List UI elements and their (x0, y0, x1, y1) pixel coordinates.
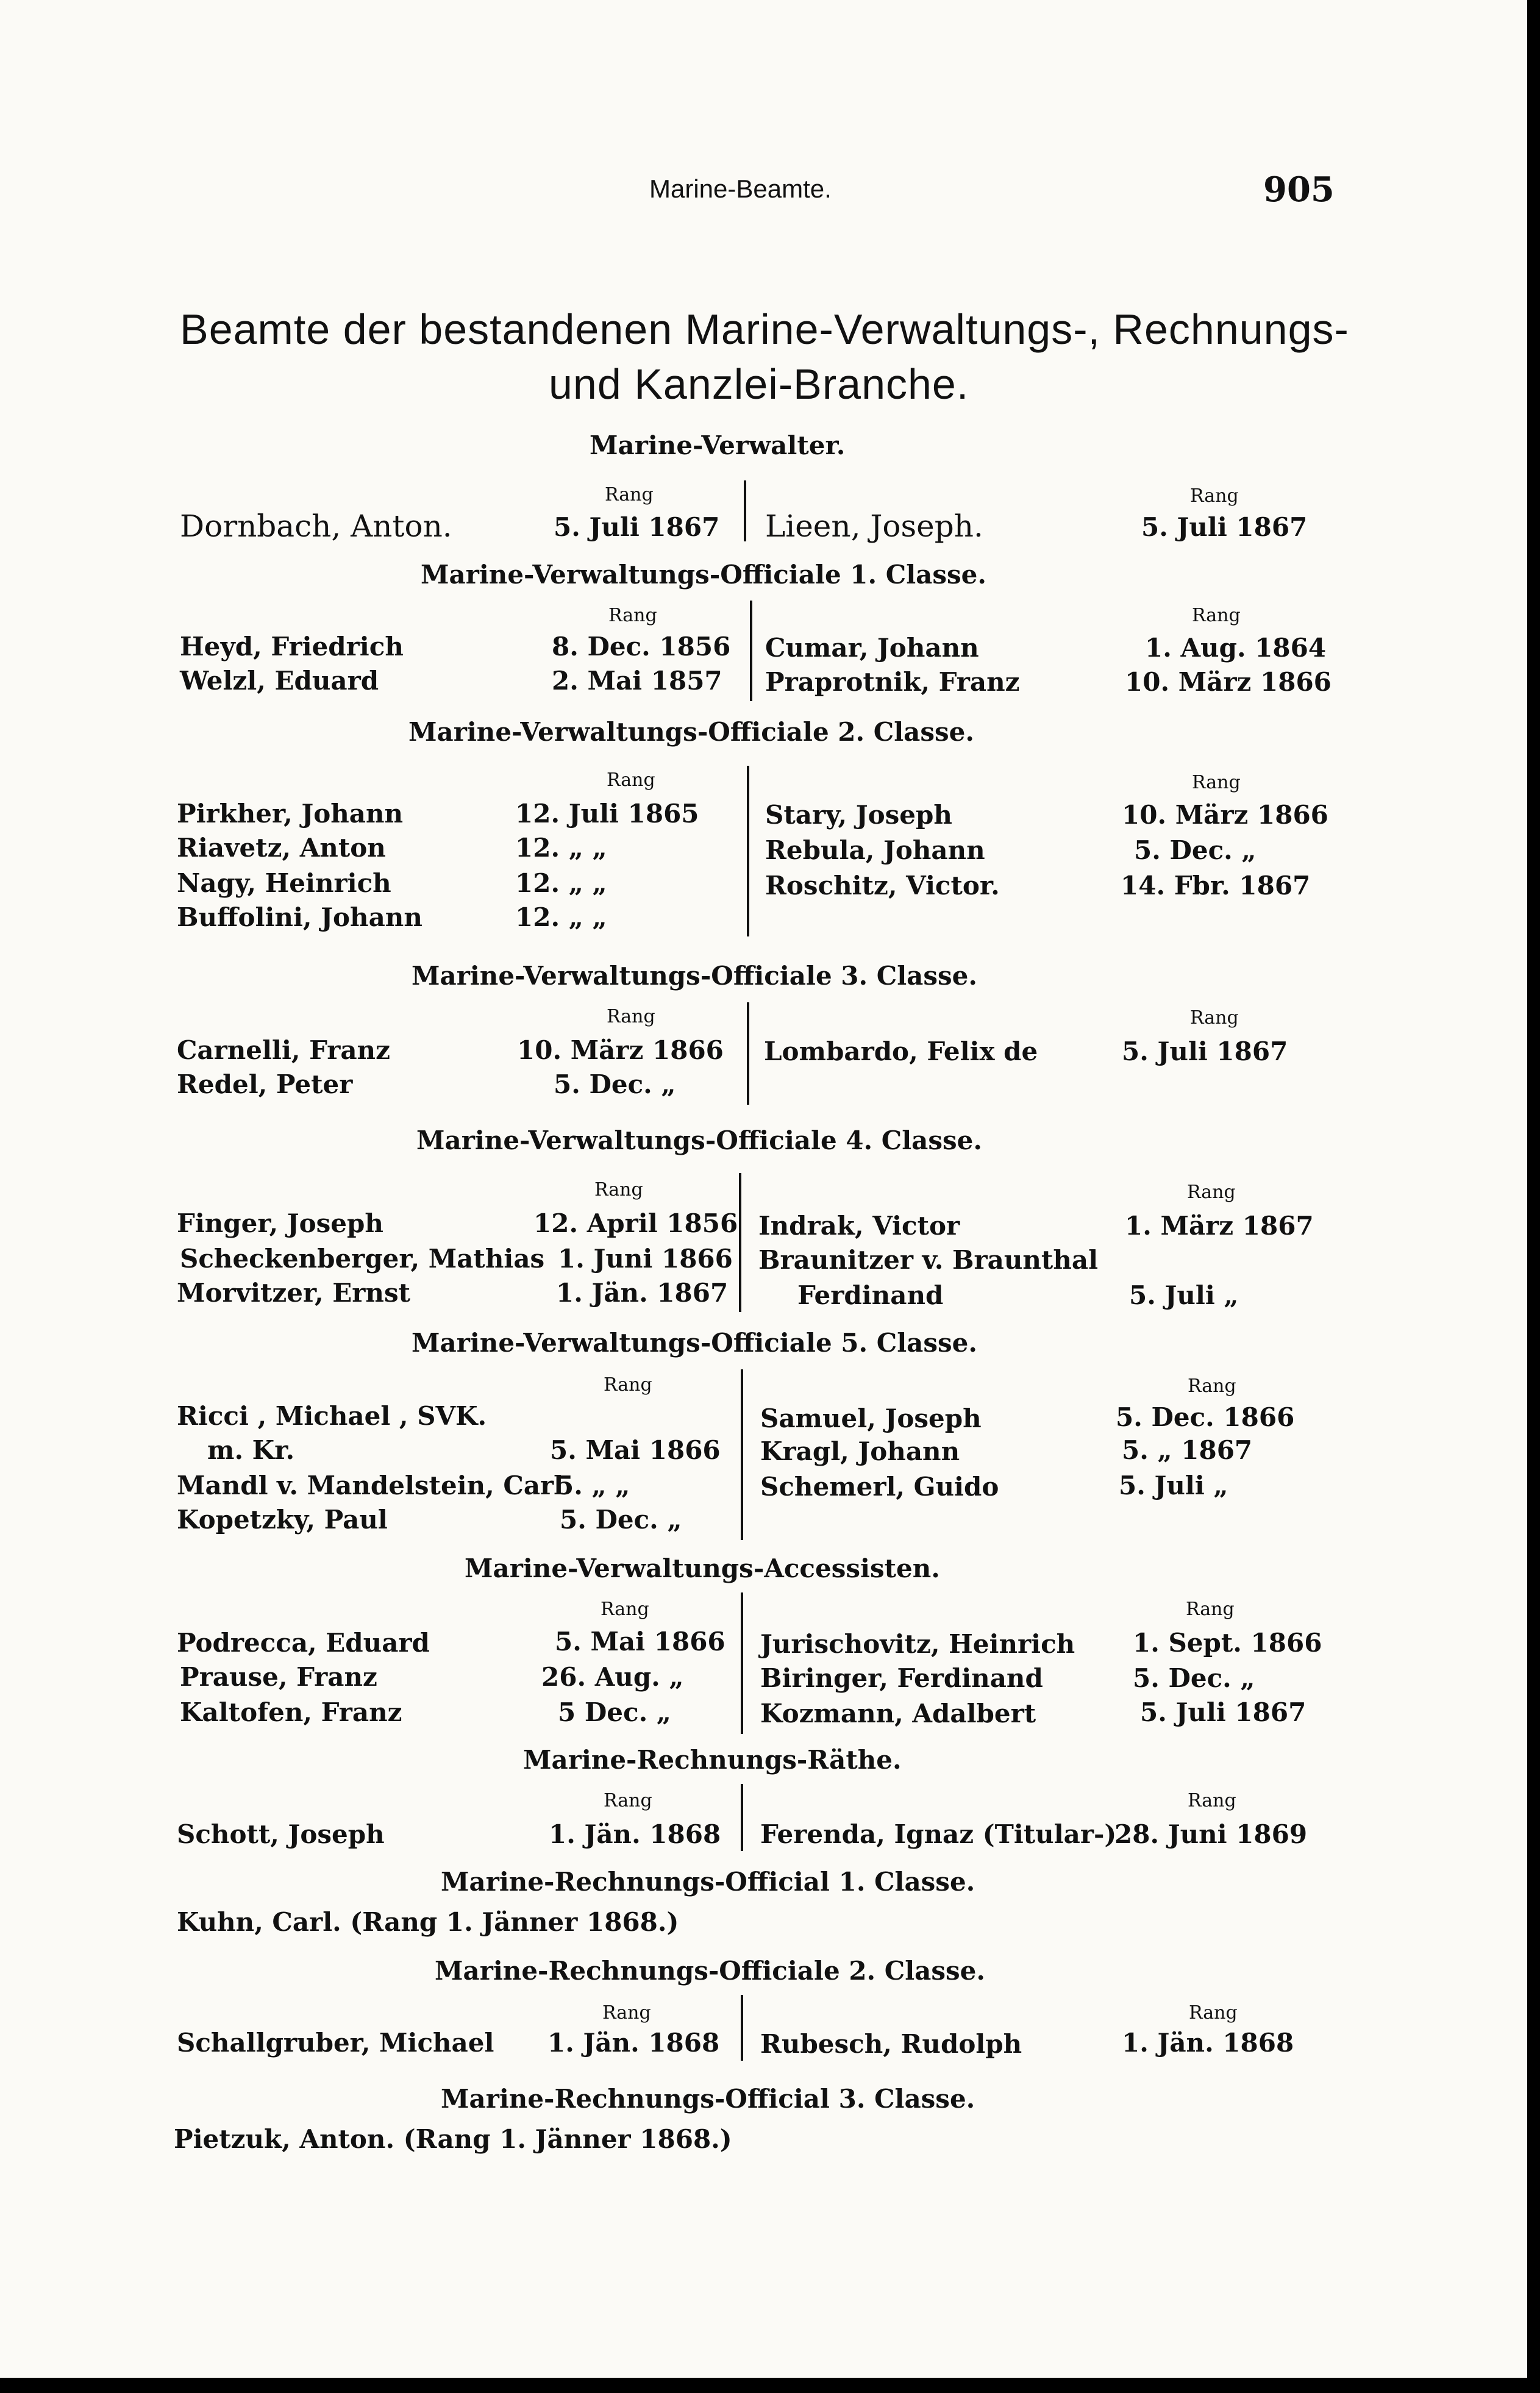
entry-name: Kozmann, Adalbert (760, 1699, 1036, 1728)
section-heading: Marine-Verwaltungs-Officiale 3. Classe. (412, 961, 977, 991)
entry-date: 5. Juli 1867 (554, 512, 720, 542)
rang-label: Rang (1187, 1182, 1236, 1203)
entry-name: Carnelli, Franz (177, 1035, 390, 1065)
rang-label: Rang (1192, 772, 1241, 793)
entry-date: 5. Juli 1867 (1141, 512, 1308, 542)
entry-name: Praprotnik, Franz (765, 667, 1020, 697)
entry-text: Kuhn, Carl. (Rang 1. Jänner 1868.) (177, 1907, 679, 1937)
scan-edge-right (1527, 0, 1540, 2393)
entry-name: Indrak, Victor (758, 1211, 960, 1241)
entry-name: Ferenda, Ignaz (Titular-) (760, 1819, 1117, 1849)
entry-text: Pietzuk, Anton. (Rang 1. Jänner 1868.) (174, 2124, 732, 2154)
entry-date: 1. Jän. 1868 (1122, 2028, 1294, 2058)
entry-name: Biringer, Ferdinand (760, 1663, 1043, 1693)
entry-name: Braunitzer v. Braunthal (758, 1245, 1099, 1275)
entry-name: Stary, Joseph (765, 800, 952, 830)
section-heading: Marine-Verwaltungs-Officiale 5. Classe. (412, 1328, 977, 1358)
section-heading: Marine-Rechnungs-Official 1. Classe. (441, 1867, 975, 1897)
entry-date: 5. Dec. „ (554, 1069, 676, 1099)
entry-date: 5. Juli „ (1119, 1471, 1228, 1500)
rang-label: Rang (1190, 1007, 1239, 1029)
entry-name: Morvitzer, Ernst (177, 1278, 411, 1308)
entry-date: 5. Dec. „ (560, 1505, 682, 1535)
page-title-line2: und Kanzlei-Branche. (549, 360, 969, 408)
entry-name: Kragl, Johann (760, 1436, 960, 1466)
rang-label: Rang (607, 769, 655, 791)
entry-name: Lombardo, Felix de (764, 1036, 1038, 1066)
section-heading: Marine-Rechnungs-Official 3. Classe. (441, 2084, 975, 2114)
entry-date: 1. Jän. 1867 (556, 1278, 729, 1308)
entry-name: Schemerl, Guido (760, 1472, 999, 1502)
entry-date: 8. Dec. 1856 (552, 632, 731, 662)
column-divider (741, 1995, 743, 2061)
entry-name: Pirkher, Johann (177, 799, 404, 829)
rang-label: Rang (594, 1179, 643, 1200)
page-title-line1: Beamte der bestandenen Marine-Verwaltungs-, Rechnungs- (180, 305, 1349, 353)
entry-date: 5 Dec. „ (558, 1697, 671, 1727)
entry-name: Scheckenberger, Mathias (180, 1244, 545, 1274)
entry-date: 5. Mai 1866 (555, 1627, 725, 1657)
entry-date: 10. März 1866 (517, 1035, 724, 1065)
entry-date: 26. Aug. „ (541, 1662, 684, 1692)
entry-name: Rubesch, Rudolph (760, 2029, 1022, 2059)
entry-date: 12. „ „ (515, 902, 607, 932)
column-divider (747, 1002, 749, 1105)
column-divider (750, 601, 752, 701)
entry-name: Dornbach, Anton. (180, 508, 452, 544)
entry-date: 5. Juli „ (1129, 1280, 1239, 1310)
column-divider (744, 480, 746, 541)
column-divider (747, 766, 749, 936)
entry-name: Rebula, Johann (765, 835, 985, 865)
entry-name: Prause, Franz (180, 1662, 377, 1692)
entry-name: Schallgruber, Michael (177, 2028, 494, 2058)
rang-label: Rang (608, 605, 657, 626)
entry-name: Schott, Joseph (177, 1819, 385, 1849)
entry-name: Samuel, Joseph (760, 1403, 982, 1433)
entry-name: Lieen, Joseph. (765, 508, 983, 544)
entry-date: 5. „ 1867 (1122, 1435, 1253, 1465)
entry-date: 1. März 1867 (1125, 1211, 1314, 1241)
section-heading: Marine-Verwaltungs-Officiale 1. Classe. (421, 560, 986, 590)
entry-name: Redel, Peter (177, 1069, 353, 1099)
section-heading: Marine-Verwalter. (590, 430, 846, 460)
column-divider (741, 1369, 743, 1540)
entry-date: 5. Juli 1867 (1140, 1697, 1307, 1727)
entry-name: Heyd, Friedrich (180, 632, 404, 662)
section-heading: Marine-Verwaltungs-Officiale 2. Classe. (408, 717, 974, 747)
rang-label: Rang (604, 1374, 652, 1396)
section-heading: Marine-Rechnungs-Officiale 2. Classe. (435, 1956, 986, 1986)
column-divider (739, 1173, 741, 1312)
entry-date: 5. Dec. „ (1134, 835, 1257, 865)
entry-date: 1. Juni 1866 (558, 1244, 733, 1274)
rang-label: Rang (601, 1599, 649, 1620)
entry-name: Kaltofen, Franz (180, 1697, 402, 1727)
rang-label: Rang (607, 1006, 655, 1027)
entry-name: Nagy, Heinrich (177, 868, 391, 898)
entry-date: 5. Juli 1867 (1122, 1036, 1288, 1066)
entry-name: Kopetzky, Paul (177, 1505, 388, 1535)
column-divider (741, 1784, 743, 1851)
rang-label: Rang (1188, 1375, 1236, 1397)
entry-name: Ricci , Michael , SVK. (177, 1401, 487, 1431)
entry-date: 12. „ „ (515, 833, 607, 863)
entry-name: m. Kr. (207, 1435, 295, 1465)
entry-date: 5. Mai 1866 (550, 1435, 721, 1465)
entry-name: Jurischovitz, Heinrich (760, 1629, 1075, 1659)
entry-name: Cumar, Johann (765, 633, 979, 663)
section-heading: Marine-Verwaltungs-Accessisten. (465, 1553, 940, 1583)
entry-date: 12. Juli 1865 (515, 799, 699, 829)
entry-date: 1. Aug. 1864 (1145, 633, 1327, 663)
column-divider (741, 1592, 743, 1734)
entry-date: 28. Juni 1869 (1114, 1819, 1308, 1849)
entry-name: Welzl, Eduard (180, 666, 379, 696)
page-number: 905 (1263, 169, 1335, 210)
entry-date: 5. Dec. „ (1133, 1663, 1255, 1693)
scan-edge-bottom (0, 2378, 1540, 2393)
entry-date: 14. Fbr. 1867 (1121, 871, 1311, 900)
rang-label: Rang (1186, 1599, 1235, 1620)
rang-label: Rang (1189, 2002, 1238, 2024)
rang-label: Rang (1188, 1790, 1236, 1811)
entry-name: Roschitz, Victor. (765, 871, 1000, 900)
rang-label: Rang (604, 1790, 652, 1811)
running-header: Marine-Beamte. (649, 174, 832, 203)
entry-date: 5. Dec. 1866 (1116, 1402, 1295, 1432)
entry-date: 10. März 1866 (1125, 667, 1331, 697)
entry-name: Ferdinand (797, 1280, 944, 1310)
entry-date: 12. April 1856 (533, 1208, 738, 1238)
entry-date: 1. Sept. 1866 (1133, 1628, 1322, 1658)
entry-name: Finger, Joseph (177, 1208, 383, 1238)
rang-label: Rang (605, 484, 654, 505)
rang-label: Rang (1192, 605, 1241, 626)
entry-date: 5. „ „ (556, 1471, 630, 1500)
entry-name: Podrecca, Eduard (177, 1628, 430, 1658)
entry-name: Riavetz, Anton (177, 833, 386, 863)
section-heading: Marine-Verwaltungs-Officiale 4. Classe. (416, 1125, 982, 1155)
entry-name: Mandl v. Mandelstein, Carl (177, 1471, 564, 1500)
entry-date: 1. Jän. 1868 (549, 1819, 721, 1849)
section-heading: Marine-Rechnungs-Räthe. (523, 1745, 902, 1775)
rang-label: Rang (602, 2002, 651, 2024)
entry-name: Buffolini, Johann (177, 902, 422, 932)
rang-label: Rang (1190, 485, 1239, 507)
entry-date: 10. März 1866 (1122, 800, 1328, 830)
entry-date: 1. Jän. 1868 (547, 2028, 720, 2058)
entry-date: 2. Mai 1857 (552, 666, 722, 696)
entry-date: 12. „ „ (515, 868, 607, 898)
